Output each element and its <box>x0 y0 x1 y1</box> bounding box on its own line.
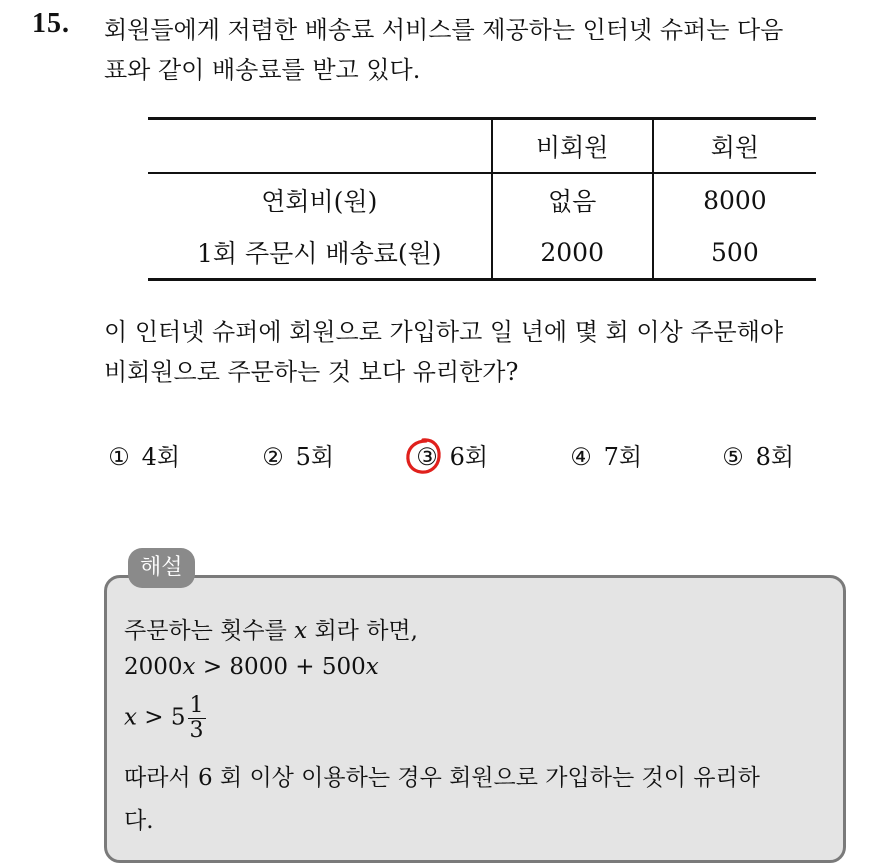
choice-5[interactable] <box>718 432 794 482</box>
choice-2[interactable] <box>258 432 334 482</box>
solution-inequality <box>124 694 206 743</box>
fee-table-grid <box>148 117 816 281</box>
sub-question <box>104 312 874 392</box>
answer-choices <box>104 432 864 482</box>
solution-conclusion-end: 다. <box>124 808 154 834</box>
table-row <box>148 226 816 280</box>
choice-label: 4회 <box>141 443 181 471</box>
solution-equation <box>124 654 379 680</box>
math-expression: > 5 <box>136 704 186 731</box>
table-cell: 8000 <box>703 185 767 215</box>
sub-question-line: 비회원으로 주문하는 것 보다 유리한가? <box>104 358 519 386</box>
table-cell: 없음 <box>492 173 653 226</box>
table-cell: 2000 <box>492 226 653 280</box>
math-number: 2000 <box>124 654 183 680</box>
choice-4[interactable] <box>566 432 642 482</box>
table-header-empty <box>148 119 492 174</box>
table-header-row <box>148 119 816 174</box>
question-number: 15. <box>32 8 70 39</box>
choice-mark: ① <box>108 443 130 471</box>
fraction-denominator: 3 <box>189 718 204 743</box>
question-text-line: 회원들에게 저렴한 배송료 서비스를 제공하는 인터넷 슈퍼는 다음 <box>104 16 784 44</box>
fee-table <box>148 117 816 281</box>
choice-label: 5회 <box>295 443 335 471</box>
choice-label: 7회 <box>603 443 643 471</box>
math-expression: > 8000 + 500 <box>195 654 366 680</box>
sub-question-line: 이 인터넷 슈퍼에 회원으로 가입하고 일 년에 몇 회 이상 주문해야 <box>104 318 784 346</box>
question-text <box>104 10 874 90</box>
table-header-member: 회원 <box>710 133 760 162</box>
question-text-line: 표와 같이 배송료를 받고 있다. <box>104 56 421 84</box>
math-variable: x <box>294 618 308 644</box>
math-variable: x <box>365 654 379 680</box>
choice-1[interactable] <box>104 432 180 482</box>
fraction-numerator: 1 <box>189 693 204 718</box>
table-cell: 연회비(원) <box>148 173 492 226</box>
choice-mark: ⑤ <box>722 443 744 471</box>
solution-conclusion: 따라서 6 회 이상 이용하는 경우 회원으로 가입하는 것이 유리하 <box>124 765 760 791</box>
solution-tag: 해설 <box>128 548 195 588</box>
table-row <box>148 173 816 226</box>
choice-label: 8회 <box>755 443 795 471</box>
math-variable: x <box>124 704 137 731</box>
table-cell: 1회 주문시 배송료(원) <box>148 226 492 280</box>
choice-mark: ② <box>262 443 284 471</box>
choice-mark: ④ <box>570 443 592 471</box>
solution-text: 주문하는 횟수를 <box>124 618 295 644</box>
table-cell: 500 <box>711 237 759 267</box>
math-variable: x <box>182 654 196 680</box>
solution-text: 회라 하면, <box>307 618 418 644</box>
choice-mark: ③ <box>416 443 438 471</box>
answer-circle-icon <box>404 437 442 475</box>
choice-label: 6회 <box>449 443 489 471</box>
table-header-nonmember: 비회원 <box>492 119 653 174</box>
choice-3[interactable] <box>412 432 488 482</box>
solution-line <box>124 612 418 645</box>
math-fraction <box>188 694 206 743</box>
